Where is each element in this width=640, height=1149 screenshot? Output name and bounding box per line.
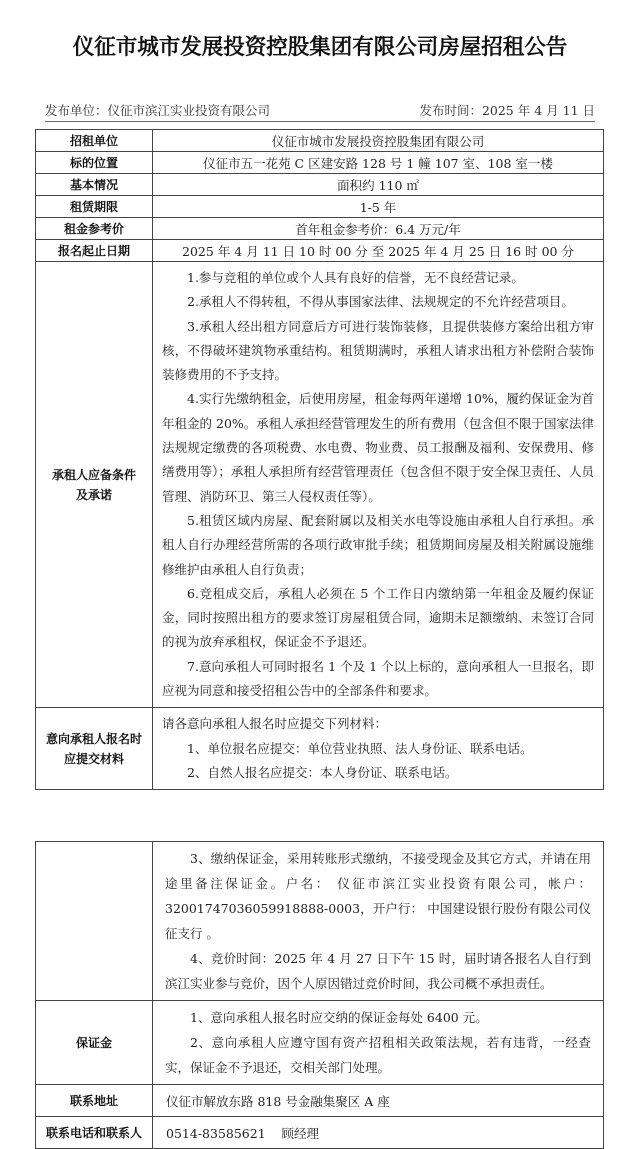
material-item: 2、自然人报名应提交：本人身份证、联系电话。 — [187, 764, 458, 780]
materials-content — [153, 708, 604, 790]
address-value: 仪征市解放东路 818 号金融集聚区 A 座 — [153, 1085, 604, 1117]
row-value: 2025 年 4 月 11 日 10 时 00 分 至 2025 年 4 月 25 日 16 时 00 分 — [153, 240, 604, 262]
condition-item: 4.实行先缴纳租金，后使用房屋，租金每两年递增 10%，履约保证金为首年租金的 20%。承租人承担经营管理发生的所有费用（包含但不限于国家法律法规规定缴费的各项税费、水电费、物业费、员工报酬及福利、安保费用、修缮费用等）；承租人承担所有经营管理责任（包含但不限于安全保卫责任、人员管理、消防环卫、第三人侵权责任等）。 — [162, 391, 594, 504]
info-table — [35, 129, 604, 790]
contact-label: 联系电话和联系人 — [36, 1117, 153, 1149]
page-title: 仪征市城市发展投资控股集团有限公司房屋招租公告 — [72, 35, 568, 60]
row-label: 招租单位 — [36, 130, 153, 152]
materials-label — [36, 708, 153, 790]
publish-time: 发布时间：2025 年 4 月 11 日 — [419, 103, 595, 118]
conditions-label-line2: 及承诺 — [75, 487, 112, 502]
materials-row — [36, 708, 604, 790]
conditions-content — [153, 262, 604, 708]
material-item: 1、单位报名应提交：单位营业执照、法人身份证、联系电话。 — [187, 740, 533, 756]
condition-item: 6.竞租成交后，承租人必须在 5 个工作日内缴纳第一年租金及履约保证金，同时按照出租方的要求签订房屋租赁合同，逾期未足额缴纳、未签订合同的视为放弃承租权，保证金不予退还。 — [162, 585, 594, 650]
empty-label — [36, 842, 153, 1001]
table-row — [36, 218, 604, 240]
deposit-item: 1、意向承租人报名时应交纳的保证金每处 6400 元。 — [190, 1010, 488, 1025]
row-value: 仪征市城市发展投资控股集团有限公司 — [153, 130, 604, 152]
deposit-row — [36, 1001, 604, 1085]
row-label: 报名起止日期 — [36, 240, 153, 262]
row-value: 首年租金参考价：6.4 万元/年 — [153, 218, 604, 240]
row-label: 租赁期限 — [36, 196, 153, 218]
condition-item: 1.参与竞租的单位或个人具有良好的信誉，无不良经营记录。 — [187, 270, 524, 285]
table-row — [36, 174, 604, 196]
condition-item: 3.承租人经出租方同意后方可进行装饰装修，且提供装修方案给出租方审核，不得破坏建筑物承重结构。租赁期满时，承租人请求出租方补偿附合装饰装修费用的不予支持。 — [162, 318, 594, 383]
contact-value: 0514-83585621 顾经理 — [153, 1117, 604, 1149]
continued-content — [153, 842, 604, 1001]
table-row — [36, 240, 604, 262]
table-row — [36, 196, 604, 218]
condition-item: 2.承租人不得转租，不得从事国家法律、法规规定的不允许经营项目。 — [187, 294, 574, 310]
continued-row — [36, 842, 604, 1001]
deposit-label: 保证金 — [36, 1001, 153, 1085]
condition-item: 5.租赁区域内房屋、配套附属以及相关水电等设施由承租人自行承担。承租人自行办理经营所需的各项行政审批手续；租赁期间房屋及相关附属设施维修维护由承租人自行负责； — [162, 512, 594, 577]
row-value: 1-5 年 — [153, 196, 604, 218]
materials-label-line2: 应提交材料 — [63, 751, 124, 766]
materials-intro: 请各意向承租人报名时应提交下列材料： — [162, 716, 388, 732]
condition-item: 7.意向承租人可同时报名 1 个及 1 个以上标的，意向承租人一旦报名，即应视为同意和接受招租公告中的全部条件和要求。 — [162, 658, 594, 699]
table-row — [36, 152, 604, 174]
row-label: 标的位置 — [36, 152, 153, 174]
publisher: 发布单位：仪征市滨江实业投资有限公司 — [45, 103, 271, 118]
material-item: 4、竞价时间：2025 年 4 月 27 日下午 15 时，届时请各报名人自行到滨江实业参与竞价，因个人原因错过竞价时间，我公司概不承担责任。 — [165, 951, 591, 991]
row-value: 面积约 110 ㎡ — [153, 174, 604, 196]
materials-label-line1: 意向承租人报名时 — [45, 731, 142, 746]
conditions-label-line1: 承租人应备条件 — [51, 467, 136, 482]
row-label: 基本情况 — [36, 174, 153, 196]
row-value: 仪征市五一花苑 C 区建安路 128 号 1 幢 107 室、108 室一楼 — [153, 152, 604, 174]
divider — [45, 121, 595, 122]
address-row — [36, 1085, 604, 1117]
deposit-content — [153, 1001, 604, 1085]
address-label: 联系地址 — [36, 1085, 153, 1117]
conditions-row — [36, 262, 604, 708]
material-item: 3、缴纳保证金，采用转账形式缴纳，不接受现金及其它方式，并请在用途里备注保证金。户名： 仪征市滨江实业投资有限公司，帐户：3200174703605991888​8-0003，开户行： 中国建设银行股份有限公司仪征支行 。 — [165, 851, 591, 941]
conditions-label — [36, 262, 153, 708]
deposit-item: 2、意向承租人应遵守国有资产招租相关政策法规，若有违背，一经查实，保证金不予退还，交相关部门处理。 — [165, 1035, 591, 1075]
table-row — [36, 130, 604, 152]
row-label: 租金参考价 — [36, 218, 153, 240]
info-table-continued — [35, 841, 604, 1149]
